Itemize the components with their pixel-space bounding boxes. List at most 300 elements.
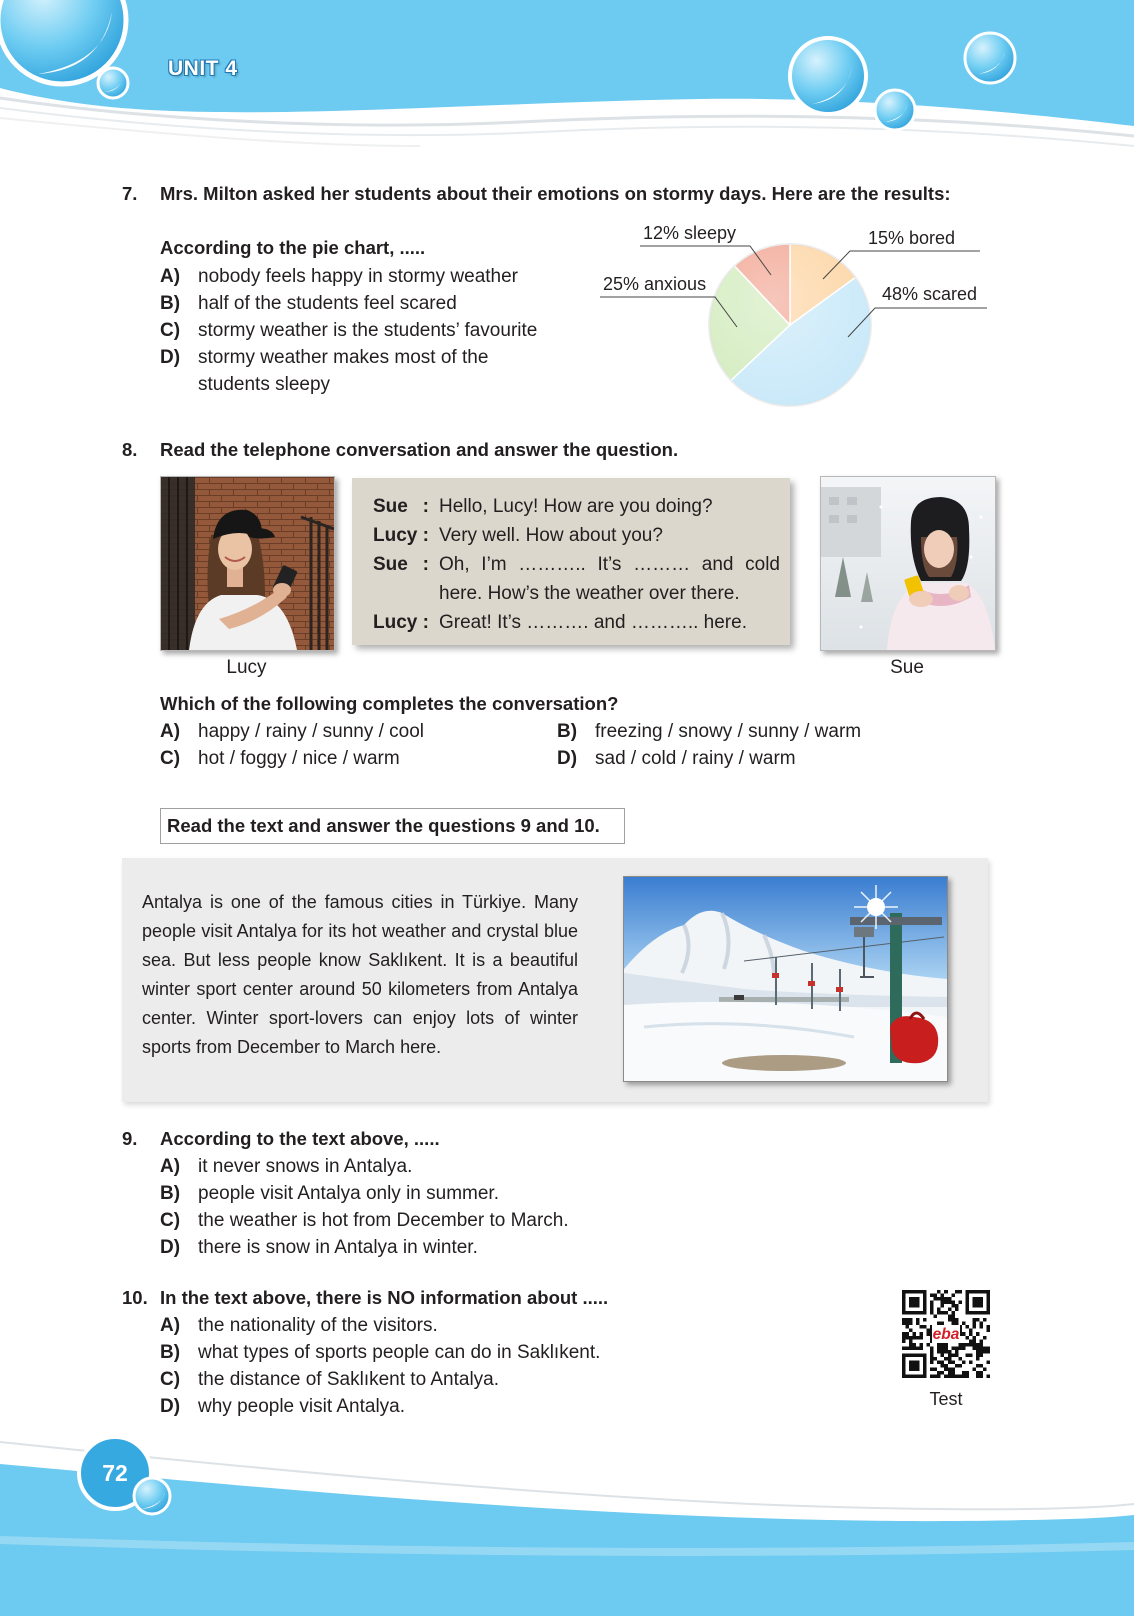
qr-module (955, 1346, 959, 1350)
qr-module (972, 1322, 976, 1326)
pie-highlight (709, 244, 871, 406)
qr-module (979, 1346, 983, 1350)
qr-module (941, 1343, 945, 1347)
qr-module (934, 1294, 938, 1298)
qr-module (944, 1374, 948, 1378)
pie-label-scared: 48% scared (882, 284, 978, 304)
qr-module (976, 1350, 980, 1354)
question-7-options (160, 263, 580, 399)
question-9-options (160, 1153, 760, 1262)
speaker-colon: : (422, 524, 429, 546)
option-text: stormy weather is the students’ favourite (198, 319, 538, 341)
qr-module (972, 1297, 983, 1308)
dialog-line (373, 492, 780, 521)
qr-module (909, 1329, 913, 1333)
option-label: D) (160, 1396, 181, 1418)
qr-module (958, 1301, 962, 1305)
qr-module (955, 1322, 959, 1326)
qr-module (913, 1343, 917, 1347)
dialog-speaker (373, 492, 439, 521)
question-9-stem: According to the text above, ..... (160, 1128, 440, 1149)
qr-module (923, 1325, 927, 1329)
qr-module (944, 1311, 948, 1315)
sue-photo (820, 476, 996, 651)
qr-module (937, 1297, 941, 1301)
ski-resort-photo (623, 876, 948, 1082)
qr-module (902, 1346, 906, 1350)
qr-module (916, 1318, 920, 1322)
qr-module (951, 1304, 955, 1308)
option-label: A) (160, 1314, 181, 1336)
footer-wave (0, 1464, 1134, 1616)
answer-option (557, 718, 880, 745)
answer-option (557, 745, 880, 772)
qr-module (934, 1374, 938, 1378)
qr-module (902, 1339, 906, 1343)
qr-module (913, 1336, 917, 1340)
answer-option (160, 1153, 760, 1180)
qr-module (909, 1346, 913, 1350)
qr-module (906, 1322, 910, 1326)
qr-module (916, 1322, 920, 1326)
option-label: C) (160, 1210, 181, 1232)
qr-module (958, 1357, 962, 1361)
speaker-name: Sue (373, 553, 408, 575)
bubble-icon (134, 1478, 170, 1514)
qr-module (937, 1308, 941, 1312)
reading-instruction-box: Read the text and answer the questions 9 and 10. (160, 808, 625, 844)
question-9-number: 9. (122, 1128, 138, 1149)
qr-module (955, 1304, 959, 1308)
qr-module (962, 1374, 966, 1378)
qr-module (916, 1346, 920, 1350)
qr-module (920, 1325, 924, 1329)
qr-module (941, 1360, 945, 1364)
qr-module (976, 1343, 980, 1347)
qr-module (976, 1346, 980, 1350)
qr-module (941, 1364, 945, 1368)
qr-module (965, 1325, 969, 1329)
qr-module (986, 1374, 990, 1378)
qr-module (969, 1360, 973, 1364)
sue-caption: Sue (890, 657, 924, 678)
qr-module (979, 1343, 983, 1347)
qr-module (948, 1353, 952, 1357)
qr-module (983, 1367, 987, 1371)
answer-option (160, 1312, 760, 1339)
qr-module (937, 1371, 941, 1375)
speaker-colon: : (422, 495, 429, 517)
qr-module (972, 1318, 976, 1322)
qr-module (962, 1332, 966, 1336)
qr-module (927, 1329, 931, 1333)
dialog-text: Oh, I’m ……….. It’s ……… and cold here. How’s the weather over there. (439, 553, 780, 604)
pie-label-sleepy: 12% sleepy (643, 223, 737, 243)
bubble-icon (98, 68, 128, 98)
qr-module (906, 1325, 910, 1329)
qr-module (913, 1332, 917, 1336)
qr-module (934, 1315, 938, 1319)
qr-module (934, 1367, 938, 1371)
qr-module (920, 1343, 924, 1347)
page-number: 72 (102, 1460, 128, 1486)
answer-option (160, 1393, 760, 1420)
bubble-icon (875, 90, 915, 130)
qr-module (976, 1371, 980, 1375)
option-text: it never snows in Antalya. (198, 1155, 413, 1177)
qr-module (979, 1325, 983, 1329)
option-text: people visit Antalya only in summer. (198, 1182, 499, 1204)
qr-module (983, 1336, 987, 1340)
qr-module (951, 1311, 955, 1315)
qr-module (986, 1325, 990, 1329)
qr-module (955, 1364, 959, 1368)
dialog-text: Great! It’s ………. and ……….. here. (439, 611, 747, 633)
option-text: nobody feels happy in stormy weather (198, 265, 519, 287)
lucy-caption: Lucy (226, 657, 267, 678)
qr-module (941, 1294, 945, 1298)
option-label: D) (160, 1237, 181, 1259)
question-8-stem: Read the telephone conversation and answer the question. (160, 439, 679, 460)
qr-module (976, 1318, 980, 1322)
qr-module (944, 1343, 948, 1347)
qr-module (972, 1343, 976, 1347)
qr-module (965, 1371, 969, 1375)
qr-module (909, 1339, 913, 1343)
qr-module (969, 1339, 973, 1343)
qr-module (909, 1297, 920, 1308)
qr-module (976, 1353, 980, 1357)
qr-module (944, 1301, 948, 1305)
qr-module (955, 1350, 959, 1354)
qr-module (930, 1357, 934, 1361)
qr-module (948, 1367, 952, 1371)
option-label: B) (557, 720, 578, 742)
question-7-prompt: According to the pie chart, ..... (160, 237, 426, 258)
option-text: half of the students feel scared (198, 292, 457, 314)
qr-module (941, 1371, 945, 1375)
qr-module (958, 1290, 962, 1294)
dialog-text: Very well. How about you? (439, 524, 663, 546)
qr-module (941, 1304, 945, 1308)
pie-label-bored: 15% bored (868, 228, 956, 248)
qr-module (906, 1336, 910, 1340)
option-text: sad / cold / rainy / warm (595, 747, 796, 769)
qr-module (962, 1343, 966, 1347)
qr-module (937, 1350, 941, 1354)
qr-module (934, 1297, 938, 1301)
qr-module (948, 1297, 952, 1301)
qr-module (965, 1336, 969, 1340)
qr-module (958, 1374, 962, 1378)
qr-module (983, 1318, 987, 1322)
qr-module (948, 1301, 952, 1305)
qr-module (986, 1346, 990, 1350)
qr-module (909, 1318, 913, 1322)
qr-module (944, 1364, 948, 1368)
qr-module (930, 1301, 934, 1305)
qr-module (941, 1353, 945, 1357)
qr-module (983, 1350, 987, 1354)
qr-module (951, 1371, 955, 1375)
qr-module (976, 1357, 980, 1361)
telephone-dialog (352, 478, 790, 645)
qr-module (902, 1318, 906, 1322)
qr-module (969, 1329, 973, 1333)
qr-module (962, 1322, 966, 1326)
qr-module (906, 1318, 910, 1322)
qr-module (937, 1311, 941, 1315)
question-7-stem: Mrs. Milton asked her students about their emotions on stormy days. Here are the results: (160, 183, 951, 204)
qr-module (941, 1301, 945, 1305)
qr-module (979, 1374, 983, 1378)
qr-module (955, 1353, 959, 1357)
option-label: C) (160, 747, 181, 769)
qr-module (906, 1332, 910, 1336)
qr-module (948, 1318, 952, 1322)
qr-module (927, 1343, 931, 1347)
option-label: C) (160, 319, 181, 341)
answer-option (160, 1366, 760, 1393)
qr-module (951, 1318, 955, 1322)
qr-module (941, 1311, 945, 1315)
qr-module (951, 1374, 955, 1378)
qr-module (944, 1290, 948, 1294)
qr-module (930, 1353, 934, 1357)
qr-module (948, 1350, 952, 1354)
answer-option (160, 317, 580, 344)
option-label: A) (160, 720, 181, 742)
qr-module (941, 1350, 945, 1354)
qr-module (927, 1332, 931, 1336)
option-text: why people visit Antalya. (198, 1396, 406, 1418)
qr-module (955, 1308, 959, 1312)
option-text: freezing / snowy / sunny / warm (595, 720, 862, 742)
option-text: the weather is hot from December to March. (198, 1210, 569, 1232)
qr-module (979, 1364, 983, 1368)
dialog-speaker (373, 608, 439, 637)
qr-module (944, 1297, 948, 1301)
qr-module (951, 1367, 955, 1371)
speaker-colon: : (422, 611, 429, 633)
reading-passage: Antalya is one of the famous cities in Türkiye. Many people visit Antalya for its hot weather and crystal blue sea. But less people know Saklıkent. It is a beautiful winter sport center around 50 kilometers from Antalya center. Winter sport-lovers can enjoy lots of winter sports from December to March here. (142, 891, 578, 1057)
option-label: A) (160, 265, 181, 287)
qr-module (930, 1308, 934, 1312)
qr-module (951, 1294, 955, 1298)
qr-module (937, 1322, 941, 1326)
qr-module (951, 1315, 955, 1319)
qr-module (944, 1357, 948, 1361)
bubble-icon (790, 38, 866, 114)
option-text: what types of sports people can do in Saklıkent. (198, 1341, 601, 1363)
qr-module (944, 1346, 948, 1350)
question-8-options (160, 718, 880, 772)
option-text: happy / rainy / sunny / cool (198, 720, 425, 742)
option-text: the nationality of the visitors. (198, 1314, 438, 1336)
dialog-line (373, 550, 780, 608)
qr-module (951, 1360, 955, 1364)
qr-module (969, 1343, 973, 1347)
answer-option (160, 718, 557, 745)
qr-module (941, 1297, 945, 1301)
dialog-speaker (373, 550, 439, 608)
answer-option (160, 745, 557, 772)
speaker-name: Lucy (373, 611, 418, 633)
qr-module (972, 1346, 976, 1350)
qr-module (986, 1350, 990, 1354)
qr-module (986, 1329, 990, 1333)
header-swoosh-line (0, 108, 1134, 146)
dialog-speaker (373, 521, 439, 550)
qr-module (948, 1360, 952, 1364)
qr-module (941, 1322, 945, 1326)
option-text: the distance of Saklıkent to Antalya. (198, 1369, 500, 1391)
qr-module (969, 1332, 973, 1336)
qr-module (944, 1367, 948, 1371)
qr-module (962, 1360, 966, 1364)
qr-module (951, 1353, 955, 1357)
qr-module (934, 1357, 938, 1361)
qr-code (902, 1290, 990, 1378)
qr-module (909, 1336, 913, 1340)
qr-module (930, 1294, 934, 1298)
qr-module (930, 1311, 934, 1315)
speaker-name: Lucy (373, 524, 418, 546)
lucy-photo (160, 476, 335, 651)
qr-module (965, 1353, 969, 1357)
qr-module (951, 1301, 955, 1305)
option-label: D) (160, 347, 181, 369)
option-text: there is snow in Antalya in winter. (198, 1237, 478, 1259)
qr-module (955, 1374, 959, 1378)
qr-module (902, 1336, 906, 1340)
question-10-stem: In the text above, there is NO information about ..... (160, 1287, 609, 1308)
answer-option (160, 1180, 760, 1207)
option-label: B) (160, 1341, 181, 1363)
qr-module (920, 1346, 924, 1350)
qr-module (986, 1360, 990, 1364)
qr-module (902, 1322, 906, 1326)
option-label: B) (160, 1182, 181, 1204)
answer-option (160, 1339, 760, 1366)
question-7-number: 7. (122, 183, 138, 204)
answer-option (160, 290, 580, 317)
qr-module (958, 1364, 962, 1368)
qr-module (965, 1343, 969, 1347)
qr-module (955, 1318, 959, 1322)
qr-module (902, 1332, 906, 1336)
qr-module (972, 1339, 976, 1343)
qr-module (976, 1374, 980, 1378)
question-8-number: 8. (122, 439, 138, 460)
qr-logo: eba (932, 1325, 960, 1343)
qr-module (955, 1290, 959, 1294)
speaker-name: Sue (373, 495, 408, 517)
qr-module (972, 1336, 976, 1340)
qr-module (958, 1346, 962, 1350)
qr-module (930, 1374, 934, 1378)
qr-module (979, 1350, 983, 1354)
qr-module (920, 1336, 924, 1340)
option-label: D) (557, 747, 578, 769)
option-text: stormy weather makes most of the students sleepy (198, 347, 489, 396)
dialog-line (373, 608, 780, 637)
qr-module (979, 1371, 983, 1375)
qr-module (951, 1346, 955, 1350)
dialog-text: Hello, Lucy! How are you doing? (439, 495, 713, 517)
footer-banner (0, 1420, 1134, 1616)
qr-module (979, 1322, 983, 1326)
qr-module (923, 1318, 927, 1322)
dialog-line (373, 521, 780, 550)
qr-module (906, 1346, 910, 1350)
qr-module (948, 1315, 952, 1319)
qr-module (951, 1322, 955, 1326)
qr-module (937, 1290, 941, 1294)
qr-caption: Test (929, 1389, 963, 1409)
answer-option (160, 263, 580, 290)
qr-module (976, 1364, 980, 1368)
question-10-number: 10. (122, 1287, 148, 1308)
qr-module (930, 1367, 934, 1371)
qr-module (930, 1346, 934, 1350)
qr-module (965, 1374, 969, 1378)
unit-title: UNIT 4 (168, 57, 238, 80)
question-10-options (160, 1312, 760, 1421)
qr-module (909, 1322, 913, 1326)
qr-module (976, 1332, 980, 1336)
answer-option (160, 1207, 760, 1234)
qr-module (930, 1350, 934, 1354)
emotions-pie-chart (595, 215, 995, 415)
qr-module (962, 1371, 966, 1375)
qr-module (969, 1353, 973, 1357)
bubble-icon (965, 33, 1015, 83)
qr-module (937, 1374, 941, 1378)
option-label: A) (160, 1155, 181, 1177)
qr-module (909, 1360, 920, 1371)
pie-label-anxious: 25% anxious (603, 274, 707, 294)
qr-module (948, 1308, 952, 1312)
qr-module (930, 1304, 934, 1308)
qr-module (909, 1343, 913, 1347)
qr-module (948, 1371, 952, 1375)
qr-module (948, 1374, 952, 1378)
qr-module (937, 1343, 941, 1347)
qr-module (913, 1346, 917, 1350)
qr-module (972, 1325, 976, 1329)
question-8-prompt: Which of the following completes the conversation? (160, 693, 619, 714)
qr-module (930, 1360, 934, 1364)
qr-module (944, 1350, 948, 1354)
header-swoosh-line (0, 118, 420, 146)
qr-module (948, 1357, 952, 1361)
option-text: hot / foggy / nice / warm (198, 747, 400, 769)
qr-module (941, 1346, 945, 1350)
qr-module (979, 1353, 983, 1357)
qr-module (920, 1332, 924, 1336)
option-label: B) (160, 292, 181, 314)
qr-module (916, 1336, 920, 1340)
qr-module (983, 1346, 987, 1350)
qr-module (979, 1339, 983, 1343)
qr-module (937, 1346, 941, 1350)
qr-module (958, 1343, 962, 1347)
answer-option (160, 1234, 760, 1261)
qr-module (962, 1346, 966, 1350)
speaker-colon: : (422, 553, 429, 575)
option-label: C) (160, 1369, 181, 1391)
